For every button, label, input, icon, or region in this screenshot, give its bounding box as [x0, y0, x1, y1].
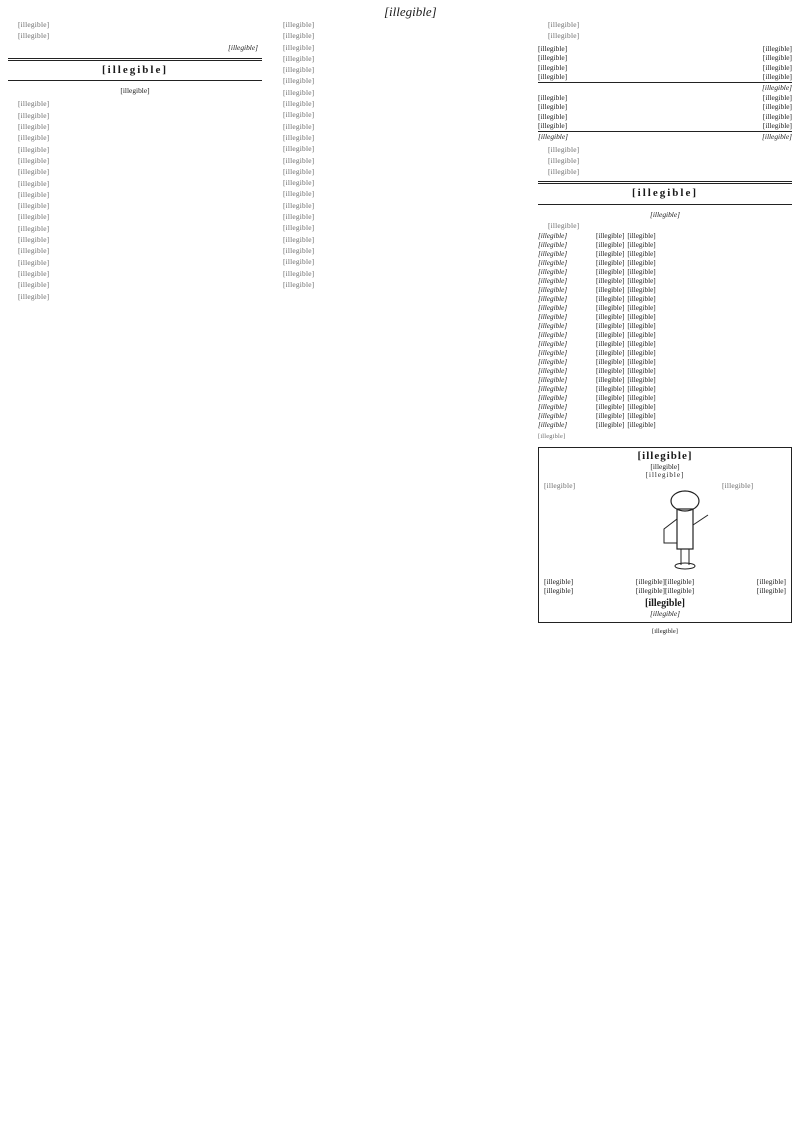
article-paragraph: [illegible]	[283, 76, 315, 86]
article-paragraph: [illegible]	[548, 144, 580, 154]
news-entry	[538, 394, 792, 403]
news-number: [illegible]	[596, 250, 625, 259]
news-entry	[538, 412, 792, 421]
news-entry	[538, 259, 792, 268]
news-department: [illegible]	[538, 331, 568, 340]
news-text: [illegible]	[627, 349, 656, 358]
table-label: [illegible]	[538, 111, 568, 121]
article-paragraph: [illegible]	[283, 144, 315, 154]
news-number: [illegible]	[596, 277, 625, 286]
news-number: [illegible]	[596, 349, 625, 358]
news-text: [illegible]	[627, 403, 656, 412]
news-entry	[538, 340, 792, 349]
article-paragraph: [illegible]	[283, 110, 315, 120]
news-entry	[538, 268, 792, 277]
article-paragraph: [illegible]	[283, 121, 315, 131]
article-signature: [illegible]	[228, 42, 258, 52]
price-row	[544, 577, 786, 587]
news-number: [illegible]	[596, 358, 625, 367]
table-value: [illegible]	[762, 62, 792, 72]
news-department: [illegible]	[538, 340, 568, 349]
table-row	[538, 112, 792, 122]
article-paragraph: [illegible]	[283, 31, 315, 41]
news-department: [illegible]	[538, 286, 568, 295]
news-department: [illegible]	[538, 232, 568, 241]
news-entry	[538, 421, 792, 430]
table-value: [illegible]	[762, 92, 792, 102]
price-list	[544, 577, 786, 596]
article-paragraph: [illegible]	[18, 20, 50, 29]
news-number: [illegible]	[596, 394, 625, 403]
news-entry	[538, 322, 792, 331]
advertisement	[538, 447, 792, 623]
news-text: [illegible]	[627, 376, 656, 385]
article-paragraph: [illegible]	[18, 144, 50, 154]
table-subtotal: [illegible]	[665, 82, 792, 92]
news-department: [illegible]	[538, 349, 568, 358]
news-entry	[538, 331, 792, 340]
article-paragraph: [illegible]	[283, 20, 315, 29]
section-divider	[538, 181, 792, 184]
news-department: [illegible]	[538, 268, 568, 277]
article-headline: [illegible]	[120, 86, 150, 96]
news-number: [illegible]	[596, 367, 625, 376]
table-row	[538, 63, 792, 73]
news-number: [illegible]	[596, 331, 625, 340]
article-paragraph: [illegible]	[18, 133, 50, 143]
section-title-news: [illegible]	[632, 187, 698, 200]
section-title-varietes: [illegible]	[102, 63, 168, 76]
news-text: [illegible]	[627, 250, 656, 259]
price-value: [illegible]	[756, 586, 786, 596]
article-paragraph: [illegible]	[283, 99, 315, 109]
ad-description-right: [illegible]	[722, 480, 754, 490]
article-paragraph: [illegible]	[548, 31, 580, 41]
news-number: [illegible]	[596, 304, 625, 313]
news-number: [illegible]	[596, 268, 625, 277]
section-divider	[8, 58, 262, 61]
news-department: [illegible]	[538, 250, 568, 259]
news-number: [illegible]	[596, 295, 625, 304]
news-text: [illegible]	[627, 268, 656, 277]
article-paragraph: [illegible]	[283, 279, 315, 289]
news-text: [illegible]	[627, 394, 656, 403]
article-paragraph: [illegible]	[18, 122, 50, 132]
news-text: [illegible]	[627, 322, 656, 331]
news-text: [illegible]	[627, 385, 656, 394]
news-number: [illegible]	[596, 403, 625, 412]
news-department: [illegible]	[538, 259, 568, 268]
news-department: [illegible]	[538, 412, 568, 421]
news-entry	[538, 358, 792, 367]
news-department: [illegible]	[538, 313, 568, 322]
news-department: [illegible]	[538, 295, 568, 304]
news-entry	[538, 286, 792, 295]
news-number: [illegible]	[596, 322, 625, 331]
table-value: [illegible]	[762, 111, 792, 121]
table-row	[538, 121, 792, 131]
table-total-label: [illegible]	[538, 131, 665, 141]
news-department: [illegible]	[538, 385, 568, 394]
article-paragraph: [illegible]	[18, 268, 50, 278]
news-text: [illegible]	[627, 313, 656, 322]
news-department: [illegible]	[538, 376, 568, 385]
article-paragraph: [illegible]	[283, 42, 315, 52]
news-entry	[538, 241, 792, 250]
article-paragraph: [illegible]	[283, 65, 315, 75]
article-paragraph: [illegible]	[18, 110, 50, 120]
price-row	[544, 586, 786, 596]
article-paragraph: [illegible]	[18, 178, 50, 188]
ad-inventor: [illegible]	[645, 471, 685, 480]
article-paragraph: [illegible]	[283, 189, 315, 199]
news-text: [illegible]	[627, 412, 656, 421]
news-text: [illegible]	[627, 241, 656, 250]
page-number: [illegible]	[384, 4, 437, 19]
price-value: [illegible]	[756, 576, 786, 586]
news-department: [illegible]	[538, 241, 568, 250]
ad-house-name: [illegible]	[645, 598, 685, 610]
table-row	[538, 93, 792, 103]
article-paragraph: [illegible]	[18, 201, 50, 211]
column-left	[8, 20, 262, 1112]
news-subhead: [illegible]	[650, 209, 680, 219]
article-paragraph: [illegible]	[283, 257, 315, 267]
news-number: [illegible]	[596, 385, 625, 394]
news-number: [illegible]	[596, 412, 625, 421]
article-paragraph: [illegible]	[18, 31, 50, 41]
table-row	[538, 102, 792, 112]
price-label: [illegible]	[665, 576, 695, 586]
table-total: [illegible]	[665, 131, 792, 141]
printer-imprint: [illegible]	[652, 628, 678, 636]
article-paragraph: [illegible]	[283, 53, 315, 63]
article-paragraph: [illegible]	[283, 132, 315, 142]
news-department: [illegible]	[538, 367, 568, 376]
article-paragraph: [illegible]	[548, 20, 580, 29]
news-number: [illegible]	[596, 340, 625, 349]
article-paragraph: [illegible]	[283, 166, 315, 176]
article-paragraph: [illegible]	[283, 200, 315, 210]
table-label: [illegible]	[538, 72, 568, 82]
table-label: [illegible]	[538, 121, 568, 131]
statistics-table	[538, 44, 792, 142]
news-text: [illegible]	[627, 277, 656, 286]
price-value: [illegible]	[635, 586, 665, 596]
table-value: [illegible]	[762, 72, 792, 82]
news-department: [illegible]	[538, 322, 568, 331]
news-entry	[538, 232, 792, 241]
news-text: [illegible]	[627, 421, 656, 430]
news-list	[538, 232, 792, 430]
news-text: [illegible]	[627, 367, 656, 376]
news-text: [illegible]	[627, 304, 656, 313]
article-paragraph: [illegible]	[18, 99, 50, 109]
table-row	[538, 44, 792, 54]
article-paragraph: [illegible]	[18, 212, 50, 222]
article-paragraph: [illegible]	[283, 155, 315, 165]
article-paragraph: [illegible]	[283, 223, 315, 233]
news-entry	[538, 295, 792, 304]
table-label: [illegible]	[538, 62, 568, 72]
news-entry	[538, 376, 792, 385]
table-label: [illegible]	[538, 53, 568, 63]
price-label: [illegible]	[665, 586, 695, 596]
table-label: [illegible]	[538, 92, 568, 102]
news-text: [illegible]	[627, 340, 656, 349]
ad-body	[544, 481, 786, 577]
news-number: [illegible]	[596, 232, 625, 241]
section-divider	[538, 204, 792, 205]
news-department: [illegible]	[538, 304, 568, 313]
article-paragraph: [illegible]	[548, 167, 580, 177]
news-entry	[538, 403, 792, 412]
news-number: [illegible]	[596, 241, 625, 250]
news-entry	[538, 385, 792, 394]
news-number: [illegible]	[596, 376, 625, 385]
news-department: [illegible]	[538, 358, 568, 367]
table-label: [illegible]	[538, 43, 568, 53]
table-label: [illegible]	[538, 102, 568, 112]
news-number: [illegible]	[596, 421, 625, 430]
price-value: [illegible]	[635, 576, 665, 586]
price-label: [illegible]	[544, 586, 574, 596]
article-paragraph: [illegible]	[18, 280, 50, 290]
table-value: [illegible]	[762, 121, 792, 131]
article-paragraph: [illegible]	[18, 246, 50, 256]
table-value: [illegible]	[762, 43, 792, 53]
news-text: [illegible]	[627, 295, 656, 304]
news-number: [illegible]	[596, 313, 625, 322]
article-paragraph: [illegible]	[18, 155, 50, 165]
inhaler-device-illustration	[652, 485, 718, 571]
column-right	[538, 20, 792, 1112]
table-value: [illegible]	[762, 53, 792, 63]
article-paragraph: [illegible]	[283, 212, 315, 222]
table-value: [illegible]	[762, 102, 792, 112]
news-number: [illegible]	[596, 286, 625, 295]
ad-description: [illegible]	[544, 480, 576, 490]
ad-address: [illegible]	[650, 608, 680, 618]
news-text: [illegible]	[627, 286, 656, 295]
table-row	[538, 53, 792, 63]
footnote: [illegible]	[538, 433, 566, 441]
article-paragraph: [illegible]	[283, 245, 315, 255]
article-paragraph: [illegible]	[283, 87, 315, 97]
news-department: [illegible]	[538, 394, 568, 403]
news-entry	[538, 367, 792, 376]
section-divider	[8, 80, 262, 81]
article-paragraph: [illegible]	[283, 234, 315, 244]
news-department: [illegible]	[538, 277, 568, 286]
ad-subtitle: [illegible]	[650, 461, 680, 471]
news-text: [illegible]	[627, 331, 656, 340]
ad-title: [illegible]	[637, 450, 693, 463]
news-entry	[538, 277, 792, 286]
price-label: [illegible]	[544, 576, 574, 586]
article-paragraph: [illegible]	[283, 178, 315, 188]
news-text: [illegible]	[627, 358, 656, 367]
article-paragraph: [illegible]	[18, 291, 50, 301]
news-entry	[538, 304, 792, 313]
news-entry	[538, 313, 792, 322]
table-row	[538, 72, 792, 82]
article-paragraph: [illegible]	[18, 235, 50, 245]
article-paragraph: [illegible]	[18, 189, 50, 199]
news-intro: [illegible]	[548, 221, 580, 231]
table-total-row	[538, 131, 792, 141]
news-number: [illegible]	[596, 259, 625, 268]
article-paragraph: [illegible]	[18, 167, 50, 177]
article-paragraph: [illegible]	[548, 155, 580, 165]
news-text: [illegible]	[627, 232, 656, 241]
column-middle	[273, 20, 527, 1112]
article-paragraph: [illegible]	[283, 268, 315, 278]
news-text: [illegible]	[627, 259, 656, 268]
news-department: [illegible]	[538, 421, 568, 430]
news-entry	[538, 349, 792, 358]
table-subtotal-row	[538, 82, 792, 92]
article-paragraph: [illegible]	[18, 257, 50, 267]
article-paragraph: [illegible]	[18, 223, 50, 233]
news-department: [illegible]	[538, 403, 568, 412]
news-entry	[538, 250, 792, 259]
